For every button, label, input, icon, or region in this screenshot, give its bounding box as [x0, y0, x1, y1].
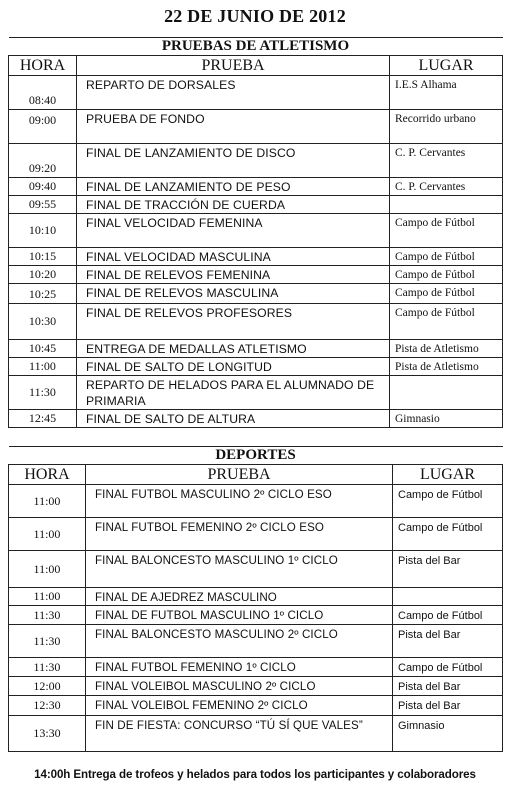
lugar-cell: Pista del Bar	[393, 696, 503, 716]
table-row	[9, 677, 503, 696]
prueba-cell: FINAL DE FUTBOL MASCULINO 1º CICLO	[86, 606, 393, 625]
lugar-cell: Campo de Fútbol	[390, 304, 503, 340]
table-row	[9, 588, 503, 606]
header-prueba: PRUEBA	[86, 465, 393, 485]
lugar-cell: Pista de Atletismo	[390, 358, 503, 376]
table-row	[9, 716, 503, 752]
hora-cell: 10:30	[9, 304, 77, 340]
prueba-cell: FINAL FUTBOL FEMENINO 1º CICLO	[86, 658, 393, 677]
table-row	[9, 196, 503, 214]
footer-note: 14:00h Entrega de trofeos y helados para todos los participantes y colaboradores	[34, 768, 476, 781]
hora-cell: 09:00	[9, 110, 77, 144]
header-lugar: LUGAR	[390, 56, 503, 76]
atletismo-header-row	[9, 56, 503, 76]
lugar-cell: Recorrido urbano	[390, 110, 503, 144]
hora-cell: 13:30	[9, 716, 86, 752]
table-row	[9, 551, 503, 588]
table-row	[9, 284, 503, 304]
hora-cell: 09:55	[9, 196, 77, 214]
prueba-cell: FINAL DE LANZAMIENTO DE PESO	[77, 178, 390, 196]
table-row	[9, 214, 503, 248]
hora-cell: 10:15	[9, 248, 77, 266]
table-row	[9, 144, 503, 178]
hora-cell: 12:30	[9, 696, 86, 716]
table-row	[9, 248, 503, 266]
table-row	[9, 110, 503, 144]
hora-cell: 11:30	[9, 606, 86, 625]
hora-cell: 09:20	[9, 144, 77, 178]
table-row	[9, 606, 503, 625]
hora-cell: 11:00	[9, 551, 86, 588]
table-row	[9, 76, 503, 110]
prueba-cell: FINAL DE SALTO DE ALTURA	[77, 410, 390, 428]
hora-cell: 10:10	[9, 214, 77, 248]
lugar-cell: Campo de Fútbol	[393, 518, 503, 551]
prueba-cell: PRUEBA DE FONDO	[77, 110, 390, 144]
hora-cell: 11:00	[9, 518, 86, 551]
hora-cell: 11:00	[9, 485, 86, 518]
atletismo-section-title: PRUEBAS DE ATLETISMO	[9, 38, 503, 56]
header-prueba: PRUEBA	[77, 56, 390, 76]
atletismo-section-title-row	[9, 38, 503, 56]
deportes-table	[8, 446, 503, 752]
prueba-cell: FINAL DE AJEDREZ MASCULINO	[86, 588, 393, 606]
prueba-cell: ENTREGA DE MEDALLAS ATLETISMO	[77, 340, 390, 358]
lugar-cell: Campo de Fútbol	[390, 284, 503, 304]
table-row	[9, 178, 503, 196]
hora-cell: 11:30	[9, 658, 86, 677]
table-row	[9, 696, 503, 716]
hora-cell: 11:00	[9, 358, 77, 376]
lugar-cell: Pista del Bar	[393, 677, 503, 696]
hora-cell: 12:00	[9, 677, 86, 696]
hora-cell: 08:40	[9, 76, 77, 110]
lugar-cell: Campo de Fútbol	[390, 248, 503, 266]
deportes-header-row	[9, 465, 503, 485]
lugar-cell: Campo de Fútbol	[393, 658, 503, 677]
header-lugar: LUGAR	[393, 465, 503, 485]
table-row	[9, 658, 503, 677]
table-row	[9, 485, 503, 518]
prueba-cell: FINAL DE RELEVOS MASCULINA	[77, 284, 390, 304]
table-row	[9, 340, 503, 358]
lugar-cell	[390, 196, 503, 214]
hora-cell: 11:30	[9, 625, 86, 658]
table-row	[9, 266, 503, 284]
deportes-section-title: DEPORTES	[9, 447, 503, 465]
prueba-cell: FINAL DE TRACCIÓN DE CUERDA	[77, 196, 390, 214]
table-row	[9, 625, 503, 658]
lugar-cell: Campo de Fútbol	[393, 606, 503, 625]
prueba-cell: FINAL VELOCIDAD FEMENINA	[77, 214, 390, 248]
table-row	[9, 518, 503, 551]
table-row	[9, 304, 503, 340]
lugar-cell: Gimnasio	[390, 410, 503, 428]
lugar-cell: Pista del Bar	[393, 625, 503, 658]
hora-cell: 11:30	[9, 376, 77, 410]
prueba-cell: FINAL DE RELEVOS PROFESORES	[77, 304, 390, 340]
prueba-cell: FINAL DE SALTO DE LONGITUD	[77, 358, 390, 376]
header-hora: HORA	[9, 56, 77, 76]
page-title: 22 DE JUNIO DE 2012	[164, 6, 346, 26]
prueba-cell: FINAL VELOCIDAD MASCULINA	[77, 248, 390, 266]
lugar-cell: Pista de Atletismo	[390, 340, 503, 358]
prueba-cell: FINAL DE LANZAMIENTO DE DISCO	[77, 144, 390, 178]
lugar-cell: Campo de Fútbol	[390, 266, 503, 284]
prueba-cell: FIN DE FIESTA: CONCURSO “TÚ SÍ QUE VALES”	[86, 716, 393, 752]
lugar-cell: C. P. Cervantes	[390, 178, 503, 196]
lugar-cell	[390, 376, 503, 410]
prueba-cell: REPARTO DE HELADOS PARA EL ALUMNADO DE PRIMARIA	[77, 376, 390, 410]
table-row	[9, 358, 503, 376]
lugar-cell: Pista del Bar	[393, 551, 503, 588]
lugar-cell: Gimnasio	[393, 716, 503, 752]
prueba-cell: FINAL FUTBOL MASCULINO 2º CICLO ESO	[86, 485, 393, 518]
hora-cell: 12:45	[9, 410, 77, 428]
atletismo-table	[8, 37, 503, 428]
hora-cell: 10:25	[9, 284, 77, 304]
lugar-cell: Campo de Fútbol	[390, 214, 503, 248]
prueba-cell: FINAL VOLEIBOL MASCULINO 2º CICLO	[86, 677, 393, 696]
hora-cell: 09:40	[9, 178, 77, 196]
table-row	[9, 376, 503, 410]
prueba-cell: FINAL VOLEIBOL FEMENINO 2º CICLO	[86, 696, 393, 716]
hora-cell: 11:00	[9, 588, 86, 606]
hora-cell: 10:45	[9, 340, 77, 358]
hora-cell: 10:20	[9, 266, 77, 284]
prueba-cell: FINAL DE RELEVOS FEMENINA	[77, 266, 390, 284]
lugar-cell	[393, 588, 503, 606]
header-hora: HORA	[9, 465, 86, 485]
prueba-cell: FINAL BALONCESTO MASCULINO 2º CICLO	[86, 625, 393, 658]
deportes-section-title-row	[9, 447, 503, 465]
lugar-cell: Campo de Fútbol	[393, 485, 503, 518]
lugar-cell: C. P. Cervantes	[390, 144, 503, 178]
prueba-cell: REPARTO DE DORSALES	[77, 76, 390, 110]
lugar-cell: I.E.S Alhama	[390, 76, 503, 110]
table-row	[9, 410, 503, 428]
prueba-cell: FINAL FUTBOL FEMENINO 2º CICLO ESO	[86, 518, 393, 551]
prueba-cell: FINAL BALONCESTO MASCULINO 1º CICLO	[86, 551, 393, 588]
